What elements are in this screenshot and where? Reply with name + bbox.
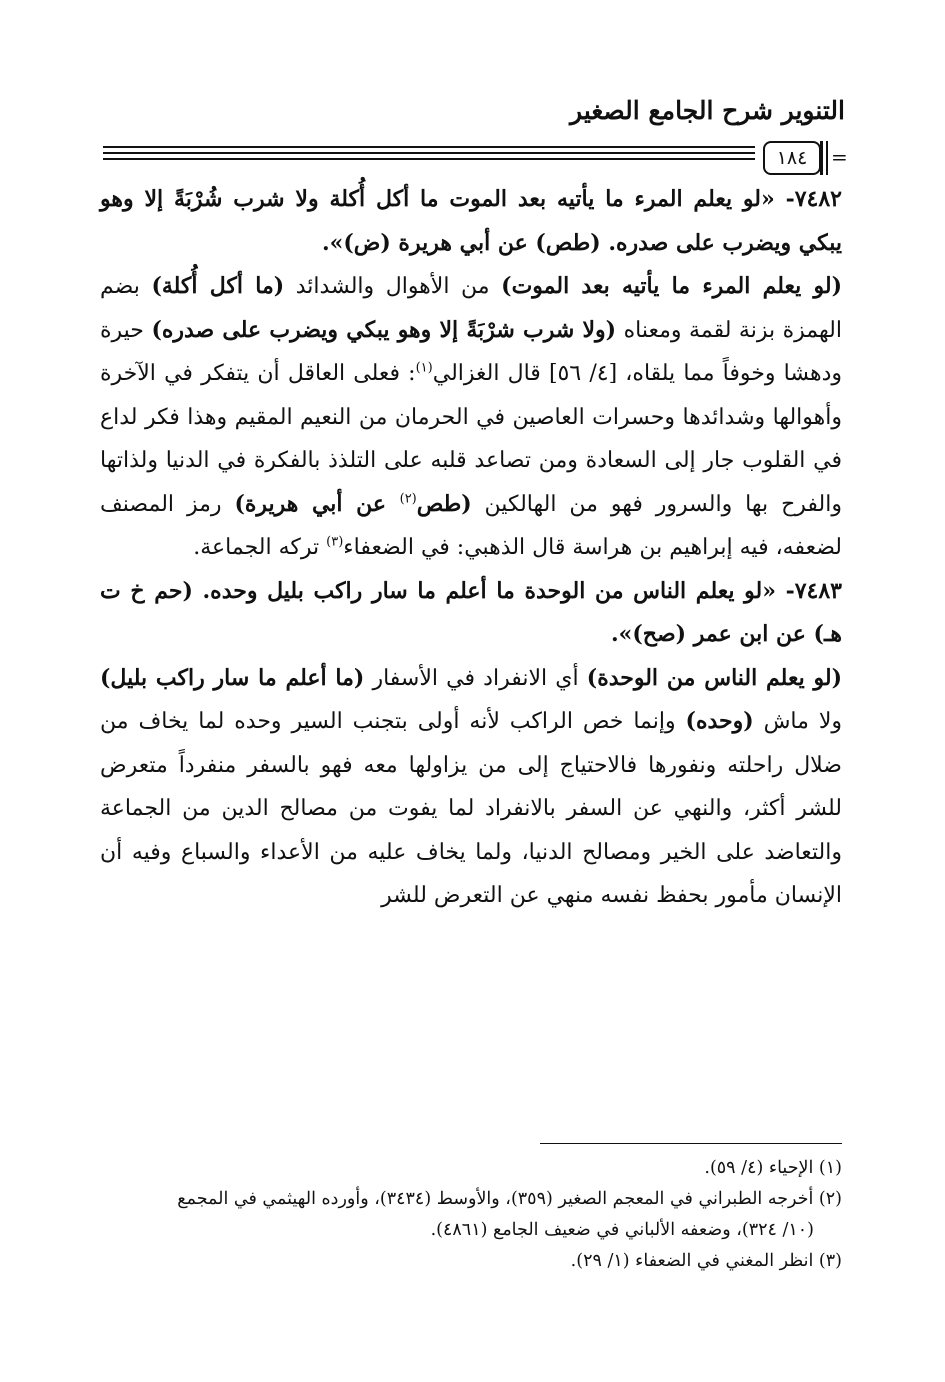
quoted-phrase: (ما أعلم ما سار راكب بليل) (100, 664, 365, 691)
commentary-7483 (100, 657, 842, 918)
footnote-ref[interactable]: (٣) (326, 534, 344, 550)
footnote-separator (540, 1143, 842, 1144)
header-rule (103, 146, 755, 148)
page-number-ornament (826, 141, 828, 175)
commentary-text: ولا ماش (753, 709, 843, 734)
quoted-phrase: (ما أكل أُكلة) (151, 273, 285, 299)
footnote-2: (٢) أخرجه الطبراني في المعجم الصغير (٣٥٩)، والأوسط (٣٤٣٤)، وأورده الهيثمي في المجمع (177, 1189, 842, 1209)
hadith-text-7483: ٧٤٨٣- «لو يعلم الناس من الوحدة ما أعلم ما سار راكب بليل وحده. (حم خ ت هـ) عن ابن عمر (صح)». (100, 577, 842, 647)
header-rule (103, 158, 755, 160)
quoted-phrase: (لو يعلم المرء ما يأتيه بعد الموت) (501, 273, 842, 299)
footnote-ref[interactable]: (١) (415, 360, 433, 376)
page-number-ornament (820, 141, 823, 175)
commentary-text: حيرة ودهشا وخوفاً مما يلقاه، [٤/ ٥٦] قال الغزالي (100, 317, 842, 386)
quoted-phrase: (لو يعلم الناس من الوحدة) (586, 664, 842, 691)
commentary-7482 (100, 265, 842, 570)
running-header-title: التنوير شرح الجامع الصغير (570, 96, 845, 125)
footnote-ref[interactable]: (٢) (399, 491, 417, 507)
commentary-text: رمز المصنف لضعفه، فيه إبراهيم بن هراسة قال الذهبي: في الضعفاء (100, 491, 842, 560)
commentary-text: أي الانفراد في الأسفار (364, 665, 587, 691)
commentary-text: : فعلى العاقل أن يتفكر في الآخرة وأهوالها وشدائدها وحسرات العاصين في الحرمان من النعيم المقيم وهذا فكر لداع في القلوب جار إلى السعادة ومن تصاعد قلبه على التلذذ بالفكرة في الدنيا ولذاتها والفرح بها والسرور فهو من الهالكين (100, 361, 842, 517)
footnote-1: (١) الإحياء (٤/ ٥٩). (704, 1158, 842, 1178)
commentary-text: بضم الهمزة بزنة لقمة ومعناه (100, 274, 842, 343)
quoted-phrase: (طص (416, 490, 472, 517)
page-number-ornament: = (831, 145, 848, 169)
quoted-phrase: (وحده) (685, 708, 754, 734)
footnotes (100, 1153, 842, 1277)
quoted-phrase: عن أبي هريرة) (234, 490, 400, 517)
quoted-phrase: (ولا شرب شرْبَةً إلا وهو يبكي ويضرب على صدره) (151, 316, 617, 343)
main-text (100, 178, 842, 918)
page-number: ١٨٤ (763, 141, 821, 175)
footnote-2-continuation: (١٠/ ٣٢٤)، وضعفه الألباني في ضعيف الجامع (٤٨٦١). (430, 1220, 814, 1240)
commentary-text: من الأهوال والشدائد (284, 274, 502, 299)
footnote-3: (٣) انظر المغني في الضعفاء (١/ ٢٩). (570, 1251, 842, 1271)
commentary-text: تركه الجماعة. (193, 535, 327, 560)
header-rule (103, 152, 755, 154)
commentary-text: وإنما خص الراكب لأنه أولى بتجنب السير وحده لما يخاف من ضلال راحلته ونفورها فالاحتياج إلى من يزاولها معه فهو بالسفر منفرداً متعرض للشر أكثر، والنهي عن السفر بالانفراد لما يفوت من مصالح الدين من الجماعة والتعاضد على الخير ومصالح الدنيا، ولما يخاف عليه من الأعداء والسباع وفيه أن الإنسان مأمور بحفظ نفسه منهي عن التعرض للشر (100, 709, 842, 908)
hadith-text-7482: ٧٤٨٢- «لو يعلم المرء ما يأتيه بعد الموت ما أكل أُكلة ولا شرب شُرْبَةً إلا وهو يبكي ويضرب على صدره. (طص) عن أبي هريرة (ض)». (100, 186, 842, 256)
